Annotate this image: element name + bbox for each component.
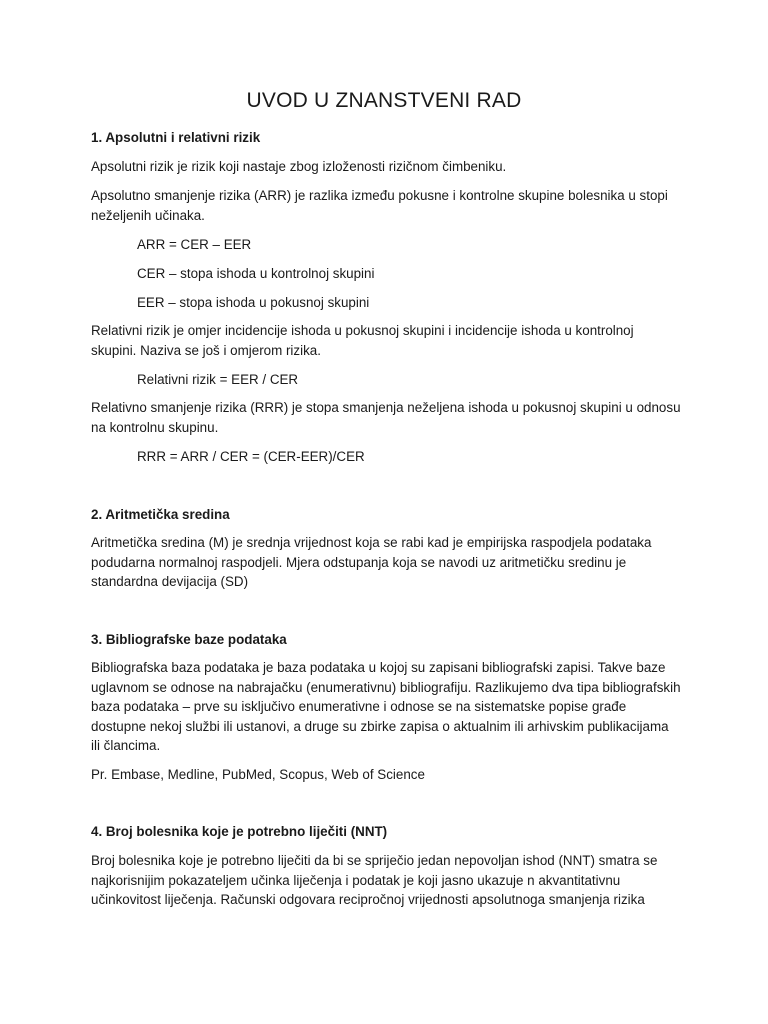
paragraph-arr-definition: Apsolutno smanjenje rizika (ARR) je razlika između pokusne i kontrolne skupine bolesnika u stopi neželjenih učinaka.: [91, 188, 668, 223]
paragraph-absolute-risk-definition: Apsolutni rizik je rizik koji nastaje zbog izloženosti rizičnom čimbeniku.: [91, 159, 507, 174]
formula-relative-risk: Relativni rizik = EER / CER: [137, 372, 299, 387]
document-title: UVOD U ZNANSTVENI RAD: [246, 89, 522, 112]
section-heading-bibliographic-databases: 3. Bibliografske baze podataka: [91, 632, 287, 647]
definition-cer: CER – stopa ishoda u kontrolnoj skupini: [137, 266, 375, 281]
section-heading-arithmetic-mean: 2. Aritmetička sredina: [91, 507, 230, 522]
paragraph-arithmetic-mean: Aritmetička sredina (M) je srednja vrijednost koja se rabi kad je empirijska raspodjela podataka podudarna normalnoj raspodjeli. Mjera odstupanja koja se navodi uz aritmetičku sredinu je standardna devijacija (SD): [91, 535, 652, 590]
formula-rrr: RRR = ARR / CER = (CER-EER)/CER: [137, 449, 365, 464]
section-heading-nnt: 4. Broj bolesnika koje je potrebno liječiti (NNT): [91, 824, 388, 839]
definition-eer: EER – stopa ishoda u pokusnoj skupini: [137, 295, 370, 310]
paragraph-rrr-definition: Relativno smanjenje rizika (RRR) je stopa smanjenja neželjena ishoda u pokusnoj skupini u odnosu na kontrolnu skupinu.: [91, 400, 681, 435]
paragraph-nnt: Broj bolesnika koje je potrebno liječiti da bi se spriječio jedan nepovoljan ishod (NNT) smatra se najkorisnijim pokazateljem učinka liječenja i podatak je koji jasno ukazuje n akvantitativnu učinkovitost liječenja. Računski odgovara recipročnoj vrijednosti apsolutnoga smanjenja rizika: [91, 853, 658, 908]
paragraph-bibliographic-databases: Bibliografska baza podataka je baza podataka u kojoj su zapisani bibliografski zapisi. Takve baze uglavnom se odnose na nabrajačku (enumerativnu) bibliografiju. Razlikujemo dva tipa bibliografskih baza podataka – prve su isključivo enumerativne i odnose se na sistematske popise građe dostupne nekoj službi ili ustanovi, a druge su zbirke zapisa o aktualnim ili arhivskim publikacijama ili člancima.: [91, 660, 681, 754]
formula-arr: ARR = CER – EER: [137, 237, 252, 252]
section-heading-absolute-relative-risk: 1. Apsolutni i relativni rizik: [91, 130, 261, 145]
paragraph-database-examples: Pr. Embase, Medline, PubMed, Scopus, Web of Science: [91, 767, 425, 782]
paragraph-relative-risk-definition: Relativni rizik je omjer incidencije ishoda u pokusnoj skupini i incidencije ishoda u kontrolnoj skupini. Naziva se još i omjerom rizika.: [91, 323, 634, 358]
